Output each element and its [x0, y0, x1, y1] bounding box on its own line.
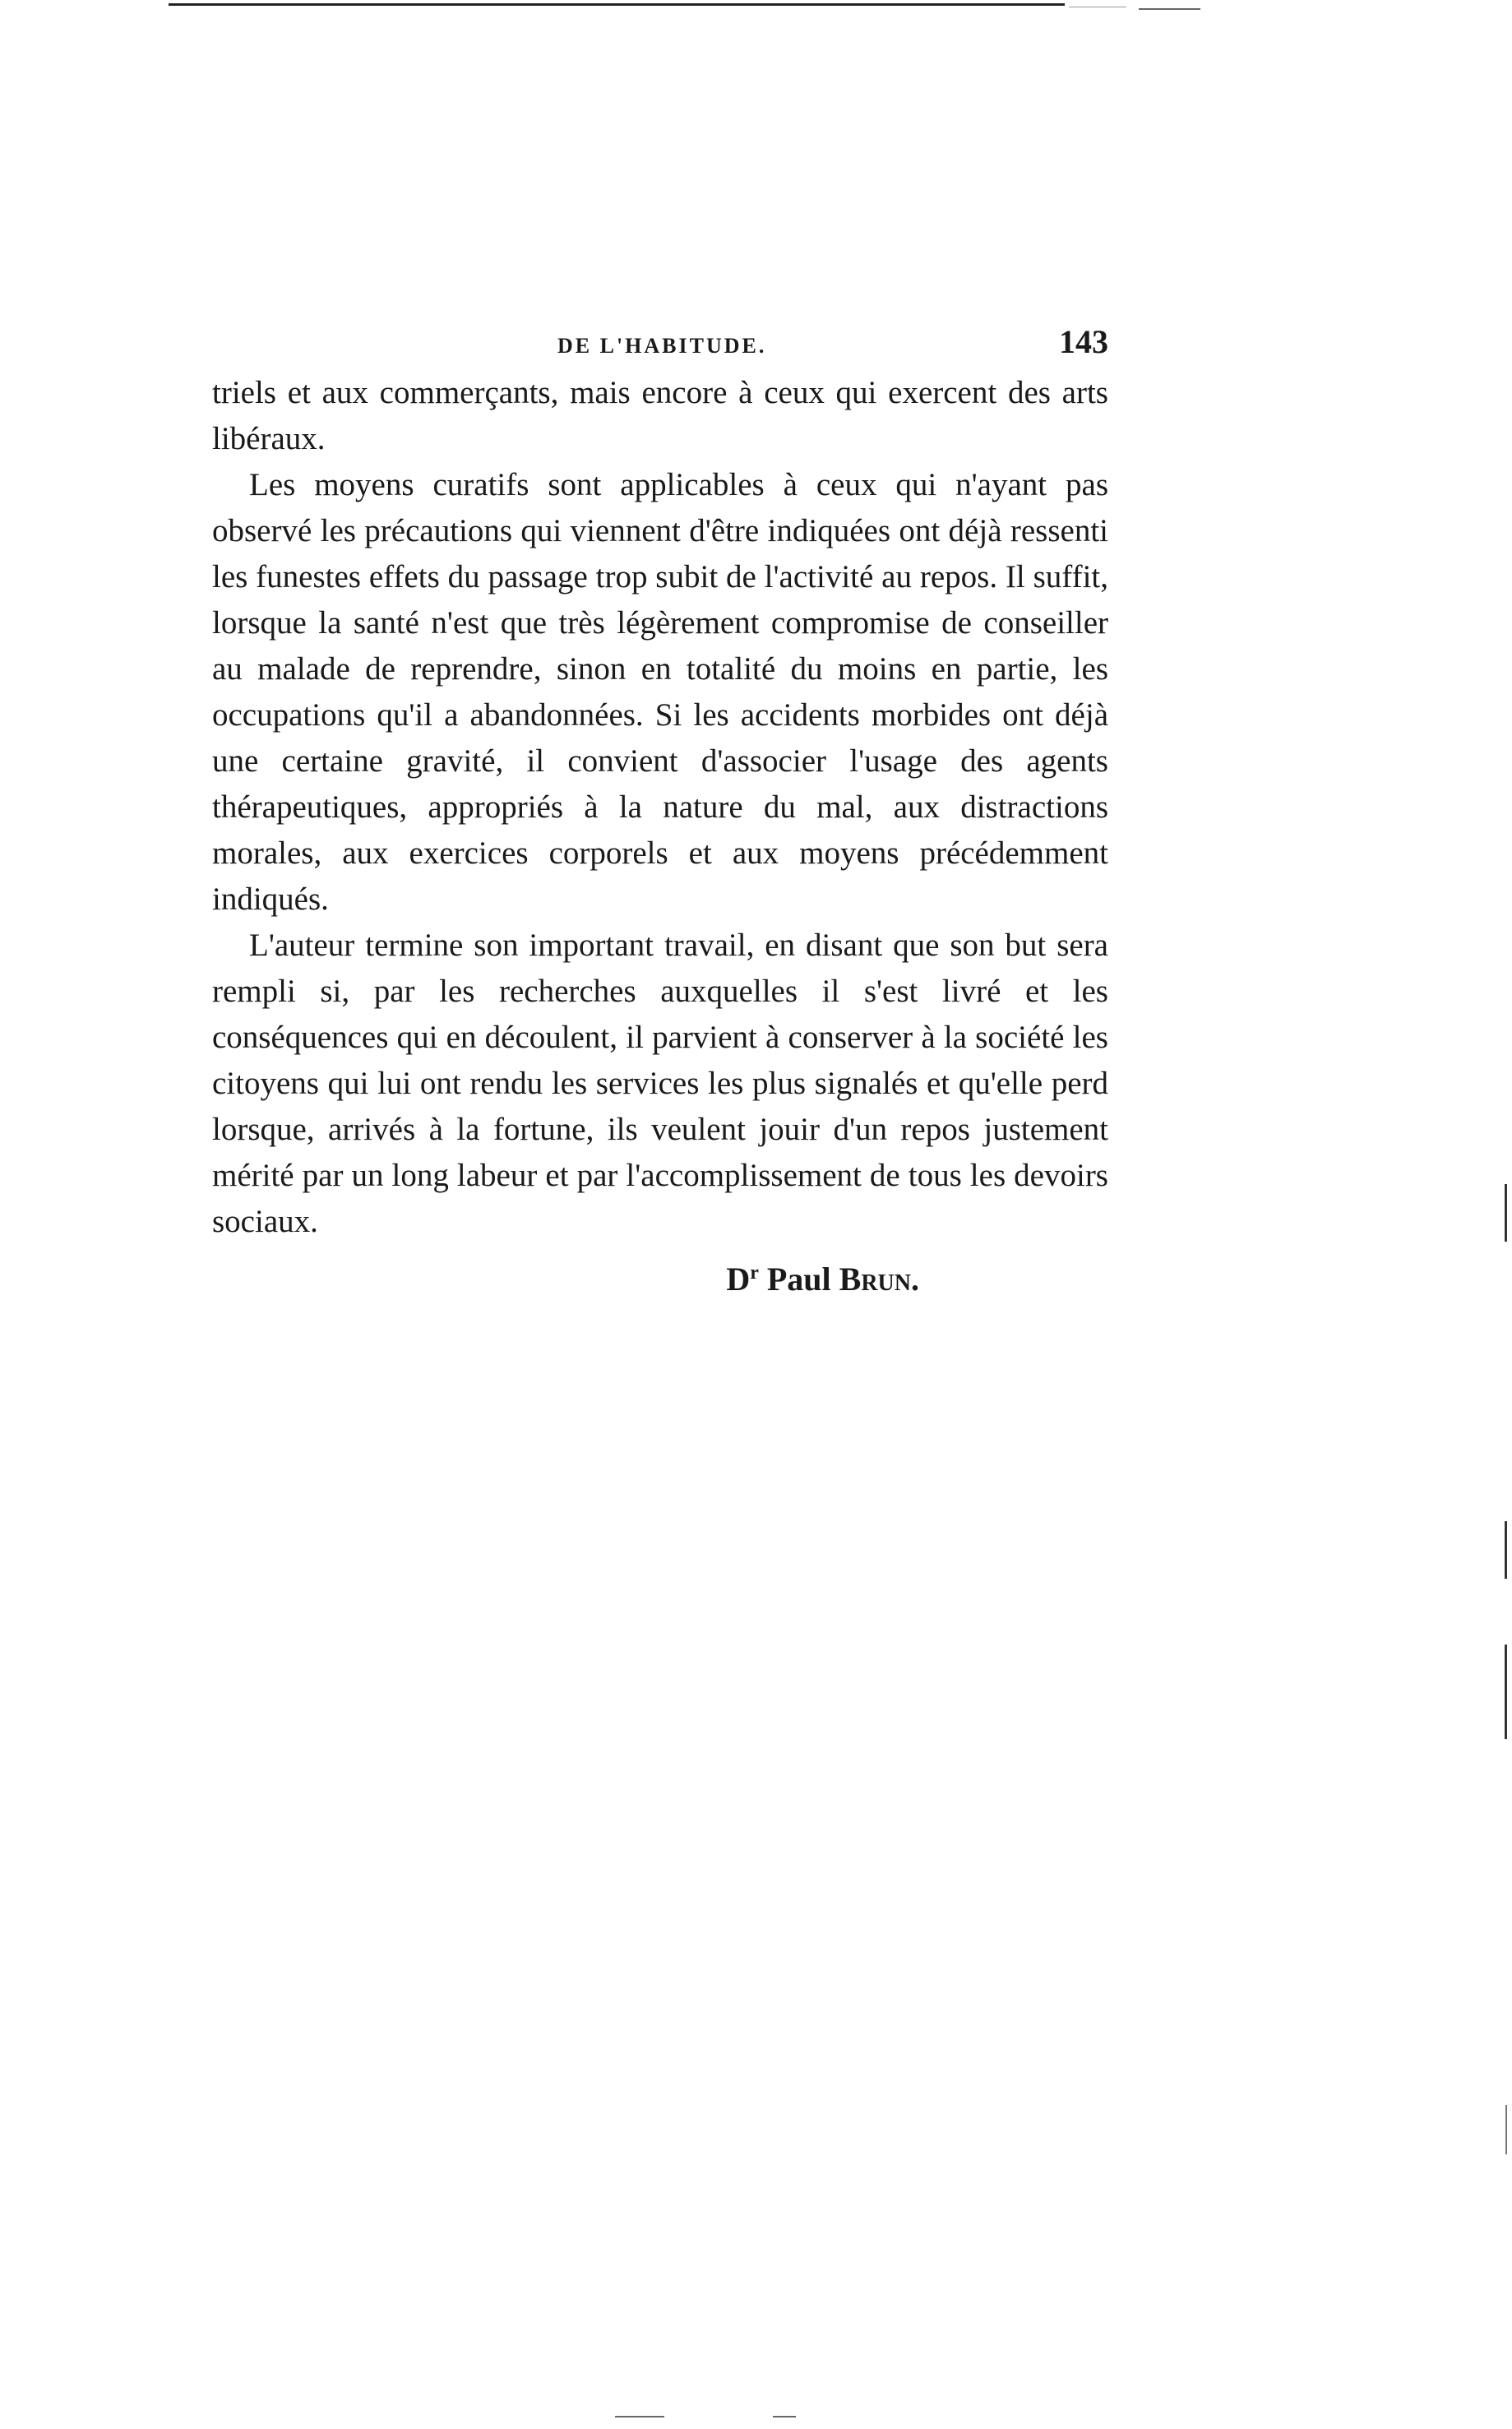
scan-edge-mark: [1505, 1184, 1507, 1242]
running-title: DE L'HABITUDE.: [557, 334, 767, 358]
signature-first-name: Paul: [766, 1261, 831, 1298]
scan-edge-rule: [615, 2416, 664, 2417]
scan-edge-rule: [169, 3, 1065, 6]
book-page: [212, 321, 1108, 1302]
body-text: [212, 370, 1108, 1245]
paragraph-continuation: triels et aux commerçants, mais encore à ceux qui exercent des arts libéraux.: [212, 375, 1108, 456]
signature-title: D: [726, 1261, 751, 1298]
scan-edge-rule: [1139, 8, 1200, 10]
signature-title-superscript: r: [750, 1262, 759, 1284]
author-signature: [212, 1250, 1108, 1302]
scan-edge-rule: [773, 2416, 796, 2417]
scan-edge-mark: [1505, 2105, 1507, 2154]
scan-edge-mark: [1505, 1645, 1507, 1739]
scan-edge-mark: [1505, 1521, 1507, 1579]
page-number: 143: [1059, 323, 1108, 360]
paragraph-curative-means: Les moyens curatifs sont applicables à ceux qui n'ayant pas observé les précautions qui viennent d'être indiquées ont déjà ressenti les funestes effets du passage trop subit de l'activité au repos. Il suffit, lorsque la santé n'est que très légèrement compromise de conseiller au malade de reprendre, sinon en totalité du moins en partie, les occupations qu'il a abandonnées. Si les accidents morbides ont déjà une certaine gravité, il convient d'associer l'usage des agents thérapeutiques, appropriés à la nature du mal, aux distractions morales, aux exercices corporels et aux moyens précédemment indiqués.: [212, 467, 1108, 917]
running-head: [212, 321, 1108, 368]
paragraph-conclusion: L'auteur termine son important travail, en disant que son but sera rempli si, par les recherches auxquelles il s'est livré et les conséquences qui en découlent, il parvient à conserver à la société les citoyens qui lui ont rendu les services les plus signalés et qu'elle perd lorsque, arrivés à la fortune, ils veulent jouir d'un repos justement mérité par un long labeur et par l'accomplissement de tous les devoirs sociaux.: [212, 928, 1108, 1239]
signature-last-name: Brun.: [839, 1261, 919, 1298]
